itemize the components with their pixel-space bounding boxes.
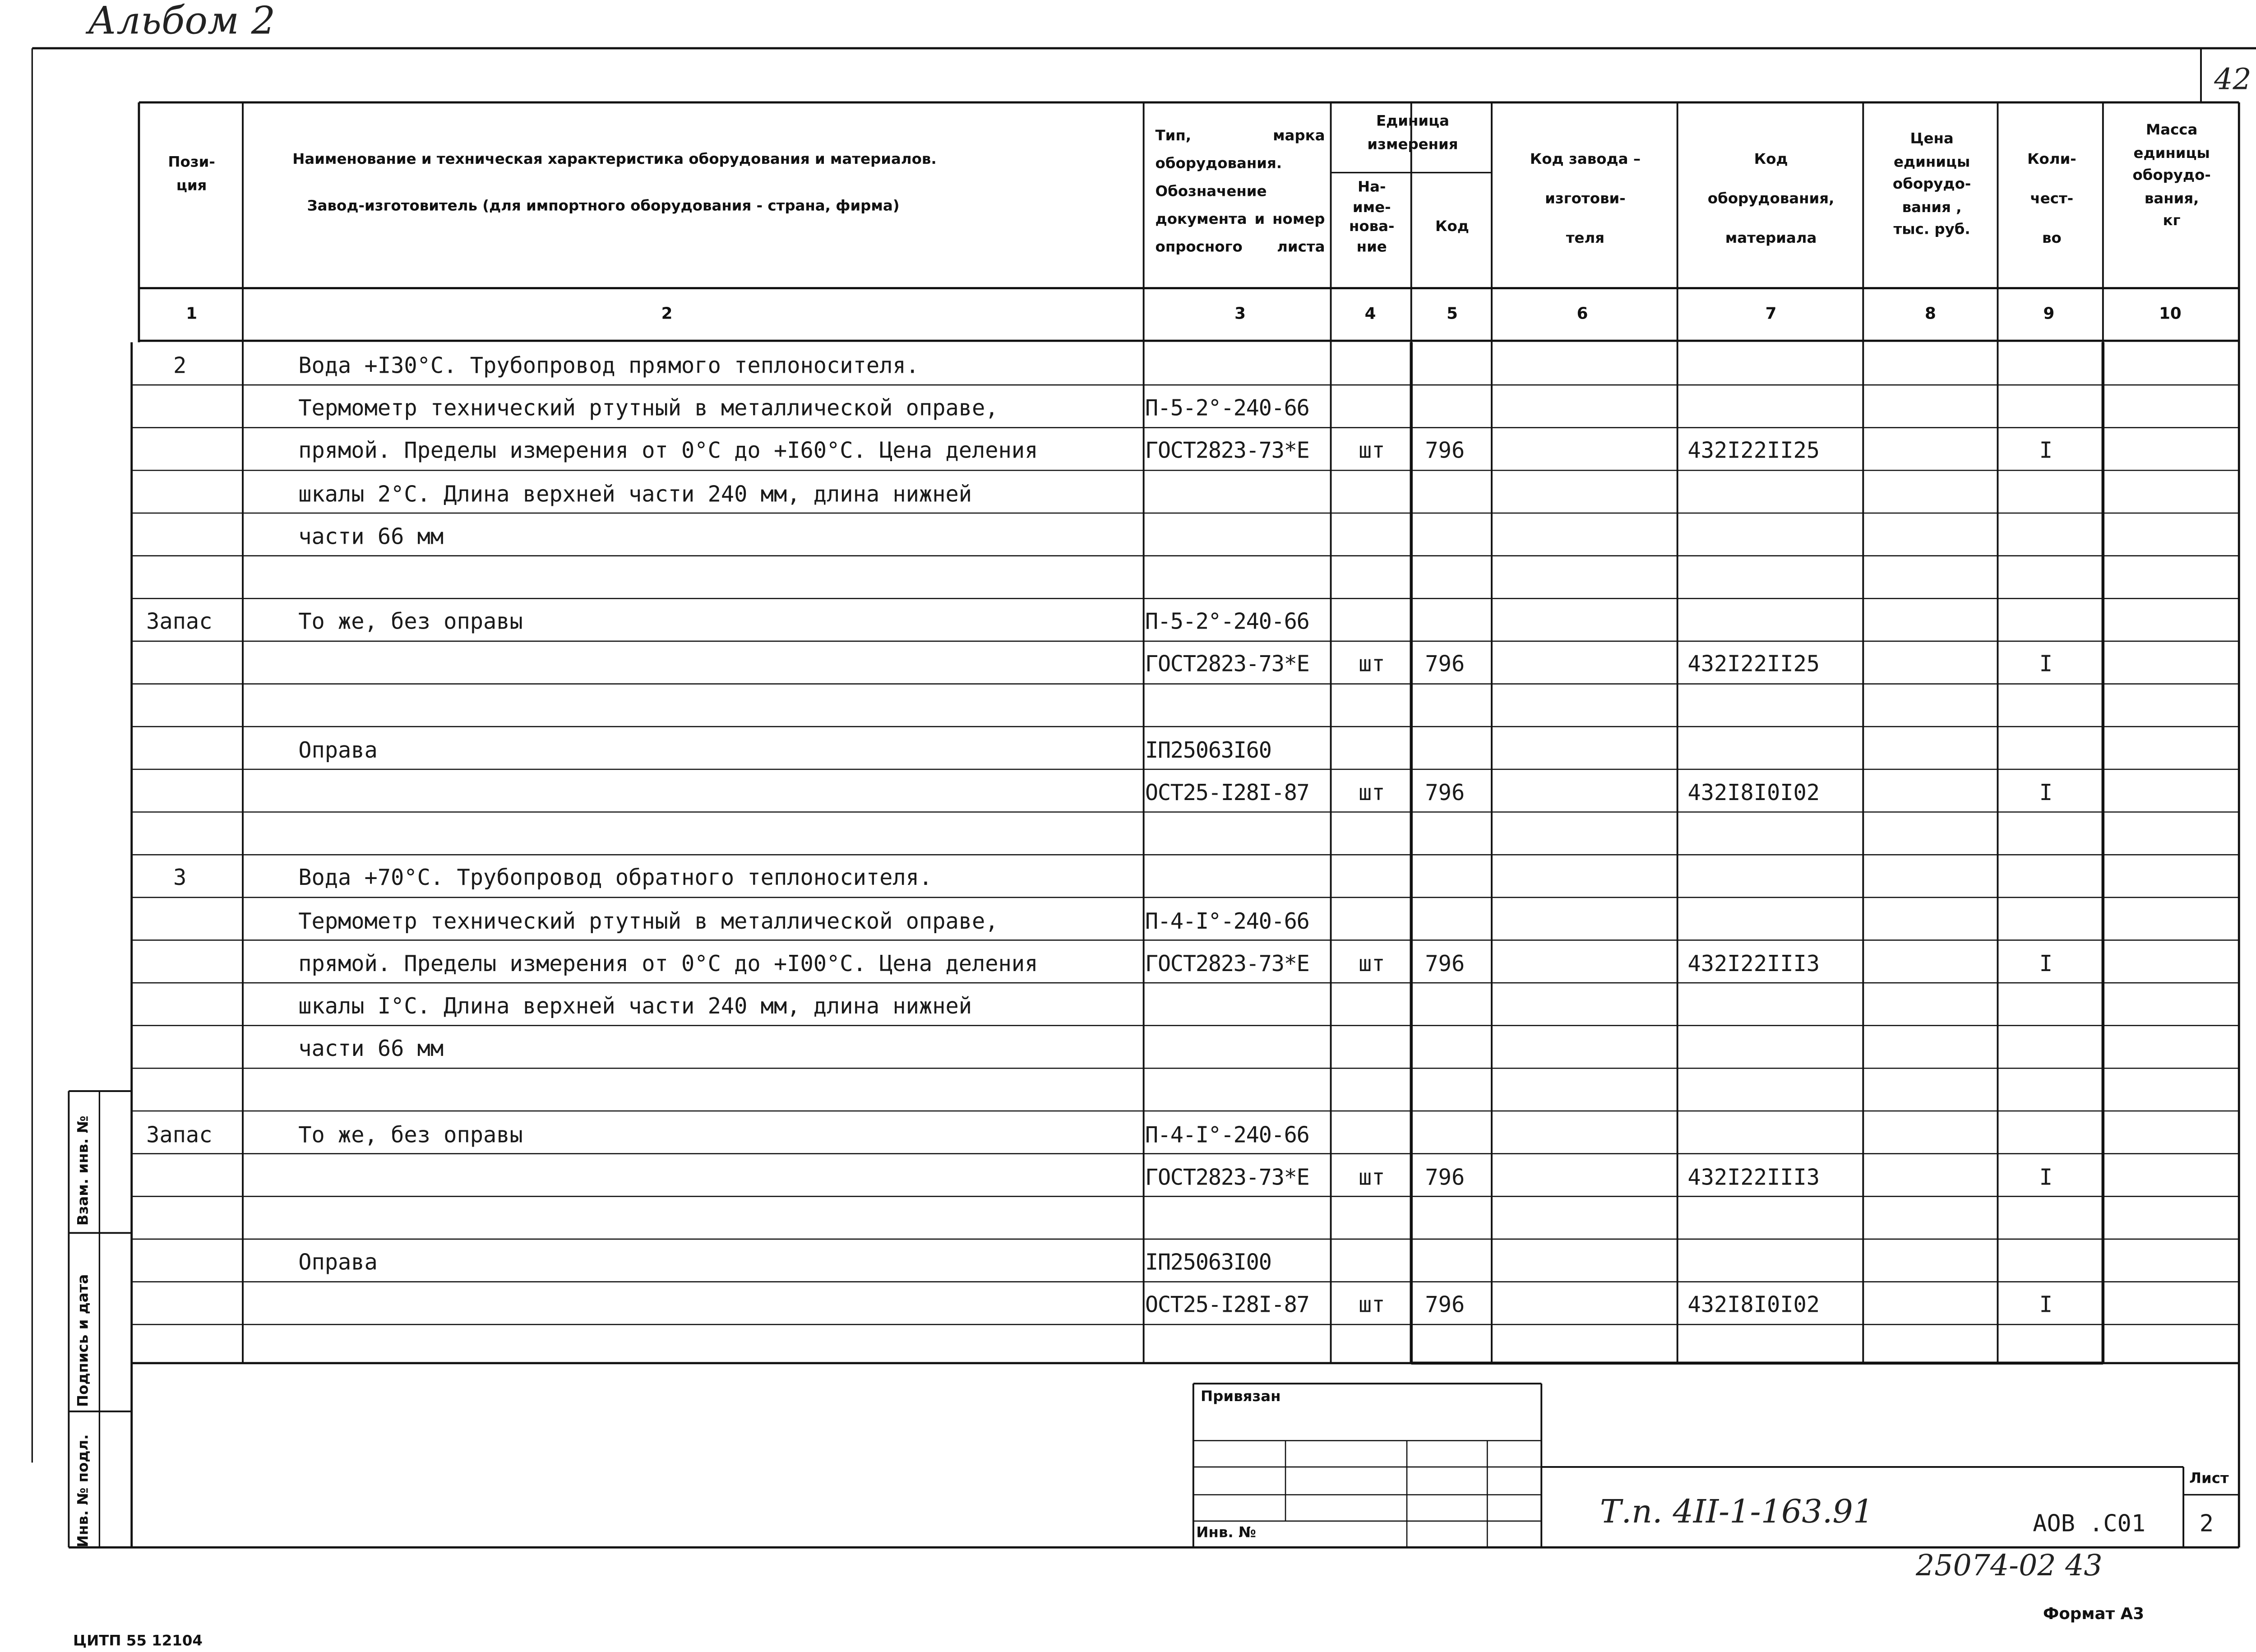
- header-name-line1: Наименование и техническая характеристика оборудования и материалов.: [292, 152, 937, 168]
- header-position: Пози- ция: [168, 155, 215, 194]
- row-unit-name: шт: [1358, 651, 1385, 678]
- org-label: ЦИТП 55 12104: [73, 1633, 203, 1650]
- format-label: Формат А3: [2043, 1604, 2145, 1624]
- privyazan-label: Привязан: [1201, 1389, 1281, 1406]
- column-number: 9: [2043, 304, 2055, 324]
- row-quantity: I: [2039, 651, 2053, 678]
- row-name: шкалы I°С. Длина верхней части 240 мм, длина нижней: [298, 993, 972, 1020]
- row-type: ГОСТ2823-73*Е: [1145, 1164, 1309, 1190]
- row-unit-code: 796: [1425, 950, 1465, 977]
- row-type: ГОСТ2823-73*Е: [1145, 651, 1309, 678]
- column-number: 8: [1924, 304, 1936, 324]
- row-quantity: I: [2039, 779, 2053, 806]
- row-type: ОСТ25-I28I-87: [1145, 779, 1309, 806]
- row-equipment-code: 432I8I0I02: [1687, 1292, 1820, 1319]
- stamp-inv-podl: Инв. № подл.: [76, 1434, 92, 1548]
- project-designation: Т.п. 4II-1-163.91: [1600, 1495, 1874, 1532]
- sheet-number: 2: [2199, 1509, 2214, 1537]
- row-type: П-4-I°-240-66: [1145, 1121, 1309, 1148]
- header-name-line2: Завод-изготовитель (для импортного оборудования - страна, фирма): [307, 199, 900, 215]
- row-name: Вода +I30°С. Трубопровод прямого теплоносителя.: [298, 352, 919, 379]
- inv-no-label: Инв. №: [1196, 1525, 1256, 1542]
- row-unit-name: шт: [1358, 1292, 1385, 1319]
- row-position: Запас: [146, 1121, 213, 1148]
- header-unit-code: Код: [1435, 219, 1469, 236]
- header-plant-code: Код завода – изготови- теля: [1530, 152, 1641, 247]
- header-unit-name: На- име- нова- ние: [1349, 180, 1395, 255]
- column-number: 4: [1364, 304, 1376, 324]
- row-name: шкалы 2°С. Длина верхней части 240 мм, длина нижней: [298, 481, 972, 507]
- row-name: части 66 мм: [298, 523, 444, 550]
- row-name: Термометр технический ртутный в металлической оправе,: [298, 907, 999, 934]
- row-name: части 66 мм: [298, 1036, 444, 1062]
- sheet-corner-number: 42: [2214, 61, 2251, 97]
- row-equipment-code: 432I22II25: [1687, 438, 1820, 464]
- row-unit-code: 796: [1425, 651, 1465, 678]
- row-type: П-5-2°-240-66: [1145, 608, 1309, 635]
- column-number: 5: [1447, 304, 1458, 324]
- row-position: 2: [173, 352, 187, 379]
- row-type: IП25063I00: [1145, 1249, 1271, 1276]
- header-type: Тип, марка оборудования. Обозначение документа и номер опросного листа: [1155, 129, 1325, 256]
- row-name: Оправа: [298, 736, 378, 764]
- stamp-vzam-inv: Взам. инв. №: [76, 1115, 92, 1226]
- row-unit-code: 796: [1425, 1164, 1465, 1190]
- row-equipment-code: 432I22III3: [1687, 1164, 1820, 1190]
- row-position: 3: [173, 865, 187, 892]
- header-quantity: Коли- чест- во: [2027, 152, 2076, 247]
- row-name: Вода +70°С. Трубопровод обратного теплоносителя.: [298, 865, 933, 892]
- row-name: То же, без оправы: [298, 608, 523, 635]
- row-quantity: I: [2039, 1164, 2053, 1190]
- row-type: П-5-2°-240-66: [1145, 395, 1309, 422]
- row-unit-code: 796: [1425, 779, 1465, 806]
- column-number: 1: [186, 304, 198, 324]
- row-name: Термометр технический ртутный в металлической оправе,: [298, 395, 999, 422]
- row-type: IП25063I60: [1145, 736, 1271, 764]
- header-unit: Единица измерения: [1367, 114, 1458, 153]
- album-label: Альбом 2: [88, 0, 276, 44]
- row-unit-code: 796: [1425, 438, 1465, 464]
- archive-number: 25074-02 43: [1915, 1547, 2103, 1583]
- column-number: 7: [1765, 304, 1777, 324]
- row-quantity: I: [2039, 1292, 2053, 1319]
- row-type: ОСТ25-I28I-87: [1145, 1292, 1309, 1319]
- column-number: 6: [1576, 304, 1588, 324]
- row-name: То же, без оправы: [298, 1121, 523, 1148]
- row-unit-name: шт: [1358, 438, 1385, 464]
- row-unit-name: шт: [1358, 1164, 1385, 1190]
- row-quantity: I: [2039, 950, 2053, 977]
- header-equipment-code: Код оборудования, материала: [1707, 152, 1835, 247]
- row-type: П-4-I°-240-66: [1145, 907, 1309, 934]
- row-unit-name: шт: [1358, 950, 1385, 977]
- sheet-label: Лист: [2189, 1471, 2229, 1488]
- row-name: прямой. Пределы измерения от 0°С до +I60°С. Цена деления: [298, 438, 1038, 464]
- row-unit-name: шт: [1358, 779, 1385, 806]
- row-equipment-code: 432I8I0I02: [1687, 779, 1820, 806]
- header-mass: Масса единицы оборудо- вания, кг: [2132, 123, 2211, 230]
- row-type: ГОСТ2823-73*Е: [1145, 438, 1309, 464]
- row-type: ГОСТ2823-73*Е: [1145, 950, 1309, 977]
- column-number: 2: [661, 304, 673, 324]
- row-quantity: I: [2039, 438, 2053, 464]
- stamp-podpis-data: Подпись и дата: [76, 1274, 92, 1407]
- row-equipment-code: 432I22III3: [1687, 950, 1820, 977]
- row-equipment-code: 432I22II25: [1687, 651, 1820, 678]
- column-number: 3: [1234, 304, 1246, 324]
- row-unit-code: 796: [1425, 1292, 1465, 1319]
- document-code: АОВ .С01: [2033, 1509, 2146, 1537]
- row-position: Запас: [146, 608, 213, 635]
- row-name: прямой. Пределы измерения от 0°С до +I00°С. Цена деления: [298, 950, 1038, 977]
- row-name: Оправа: [298, 1249, 378, 1276]
- header-price: Цена единицы оборудо- вания , тыс. руб.: [1892, 131, 1971, 239]
- column-number: 10: [2159, 304, 2182, 324]
